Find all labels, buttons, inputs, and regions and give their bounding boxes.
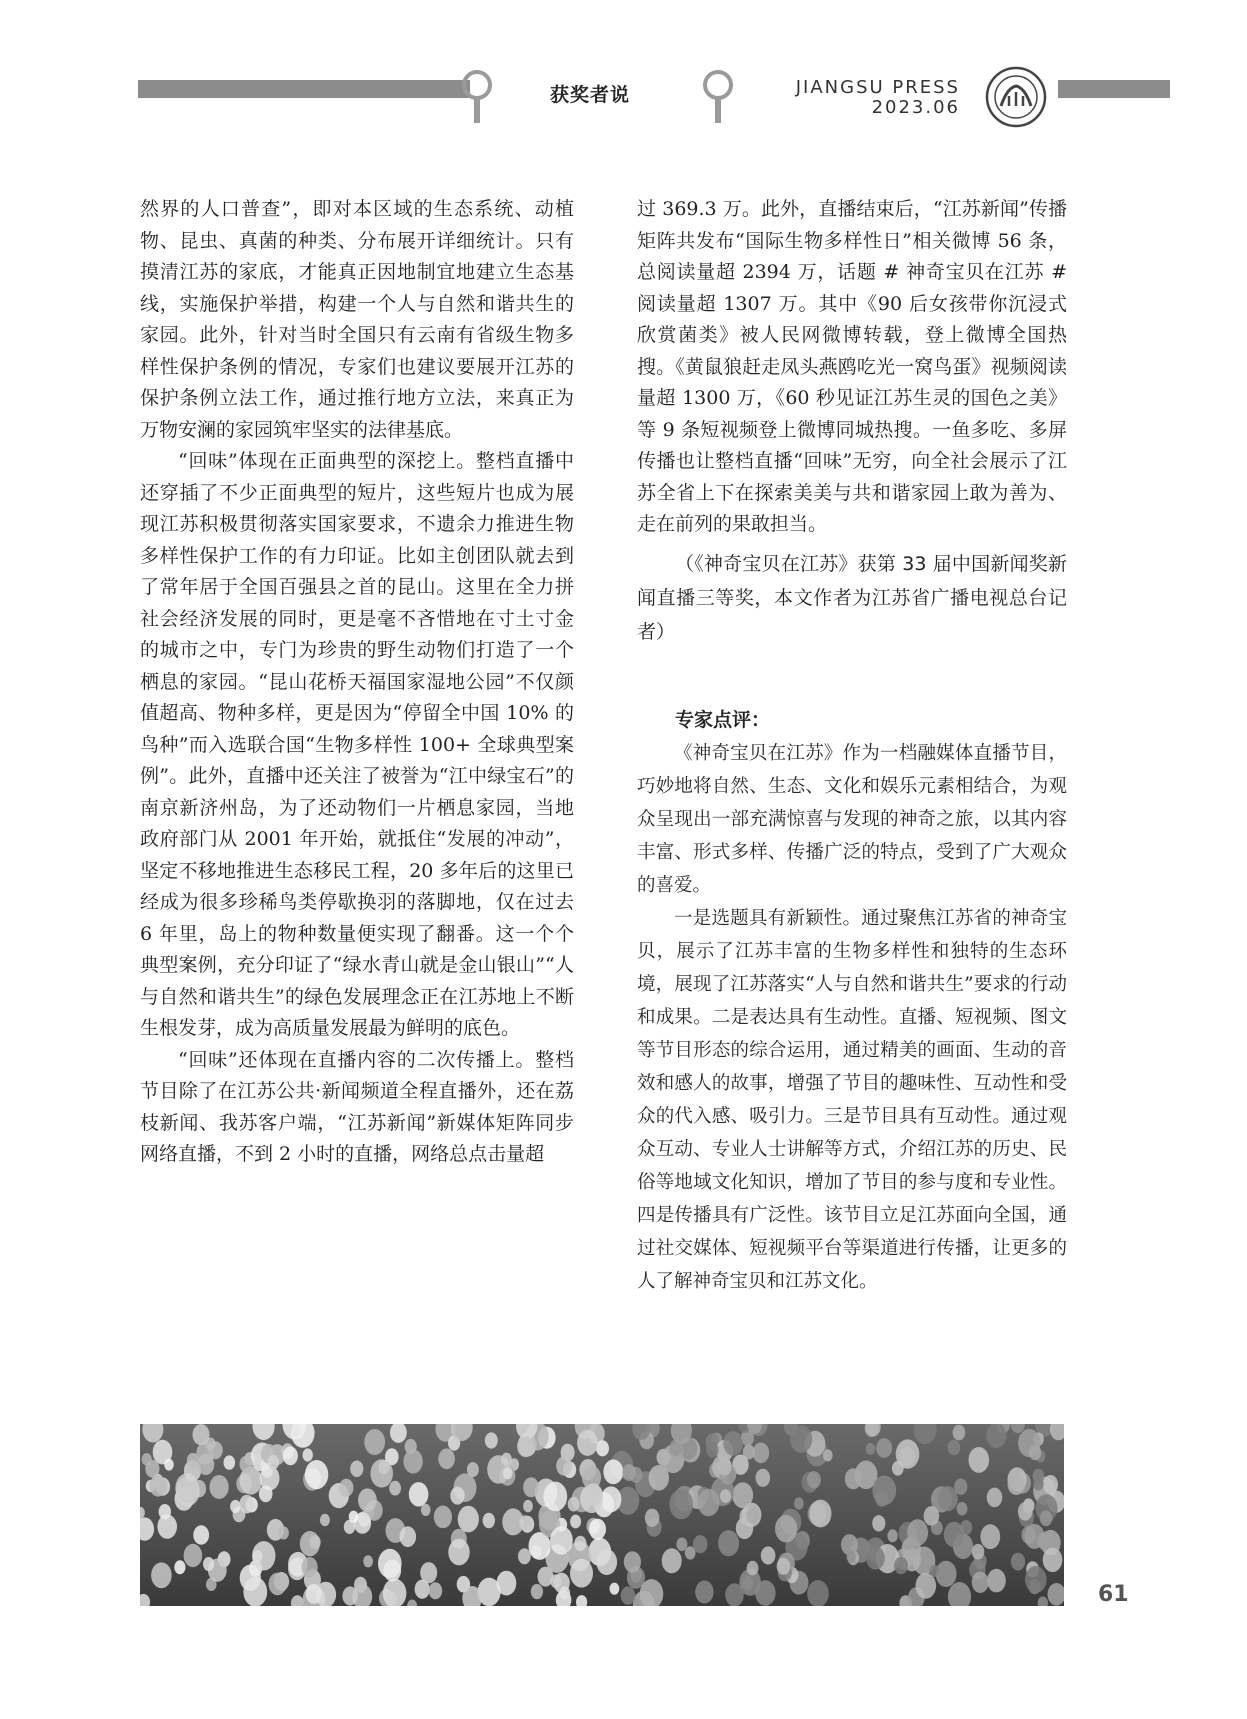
issue-date: 2023.06	[871, 97, 960, 118]
paragraph: 过 369.3 万。此外，直播结束后，“江苏新闻”传播矩阵共发布“国际生物多样性日”相关微博 56 条，总阅读量超 2394 万，话题 # 神奇宝贝在江苏 # 阅读量超 1307 万。其中《90 后女孩带你沉浸式欣赏菌类》被人民网微博转载，登上微博全国热搜。《黄鼠狼赶走凤头燕鸥吃光一窝鸟蛋》视频阅读量超 1300 万，《60 秒见证江苏生灵的国色之美》等 9 条短视频登上微博同城热搜。一鱼多吃、多屏传播也让整档直播“回味”无穷，向全社会展示了江苏全省上下在探索美美与共和谐家园上敢为善为、走在前列的果敢担当。	[637, 198, 1067, 535]
expert-comment-heading: 专家点评：	[675, 708, 771, 731]
paragraph: “回味”体现在正面典型的深挖上。整档直播中还穿插了不少正面典型的短片，这些短片也成为展现江苏积极贯彻落实国家要求，不遗余力推进生物多样性保护工作的有力印证。比如主创团队就去到了常年居于全国百强县之首的昆山。这里在全力拼社会经济发展的同时，更是毫不吝惜地在寸土寸金的城市之中，专门为珍贵的野生动物们打造了一个栖息的家园。“昆山花桥天福国家湿地公园”不仅颜值超高、物种多样，更是因为“停留全中国 10% 的鸟种”而入选联合国“生物多样性 100+ 全球典型案例”。此外，直播中还关注了被誉为“江中绿宝石”的南京新济州岛，为了还动物们一片栖息家园，当地政府部门从 2001 年开始，就抵住“发展的冲动”，坚定不移地推进生态移民工程，20 多年后的这里已经成为很多珍稀鸟类停歇换羽的落脚地，仅在过去 6 年里，岛上的物种数量便实现了翻番。这一个个典型案例，充分印证了“绿水青山就是金山银山”“人与自然和谐共生”的绿色发展理念正在江苏地上不断生根发芽，成为高质量发展最为鲜明的底色。	[140, 450, 574, 1039]
location-pin-icon	[462, 70, 492, 124]
paragraph: 《神奇宝贝在江苏》作为一档融媒体直播节目，巧妙地将自然、生态、文化和娱乐元素相结合，为观众呈现出一部充满惊喜与发现的神奇之旅，以其内容丰富、形式多样、传播广泛的特点，受到了广大观众的喜爱。	[637, 742, 1067, 896]
section-title: 获奖者说	[550, 84, 631, 106]
page-number: 61	[1098, 1582, 1129, 1607]
paragraph: 一是选题具有新颖性。通过聚焦江苏省的神奇宝贝，展示了江苏丰富的生物多样性和独特的生态环境，展现了江苏落实“人与自然和谐共生”要求的行动和成果。二是表达具有生动性。直播、短视频、图文等节目形态的综合运用，通过精美的画面、生动的音效和感人的故事，增强了节目的趣味性、互动性和受众的代入感、吸引力。三是节目具有互动性。通过观众互动、专业人士讲解等方式，介绍江苏的历史、民俗等地域文化知识，增加了节目的参与度和专业性。四是传播具有广泛性。该节目立足江苏面向全国，通过社交媒体、短视频平台等渠道进行传播，让更多的人了解神奇宝贝和江苏文化。	[637, 907, 1067, 1292]
tulip-field-photo	[140, 1424, 1064, 1606]
author-note: （《神奇宝贝在江苏》获第 33 届中国新闻奖新闻直播三等奖，本文作者为江苏省广播电视总台记者）	[637, 552, 1067, 643]
journal-seal-logo	[985, 66, 1047, 128]
header-bar-left	[138, 80, 470, 98]
journal-masthead	[760, 78, 960, 118]
expert-comment	[637, 737, 1067, 1298]
left-column	[140, 194, 574, 1171]
paragraph: 然界的人口普查”，即对本区域的生态系统、动植物、昆虫、真菌的种类、分布展开详细统计。只有摸清江苏的家底，才能真正因地制宜地建立生态基线，实施保护举措，构建一个人与自然和谐共生的家园。此外，针对当时全国只有云南有省级生物多样性保护条例的情况，专家们也建议要展开江苏的保护条例立法工作，通过推行地方立法，来真正为万物安澜的家园筑牢坚实的法律基底。	[140, 198, 574, 441]
header-bar-right	[1058, 80, 1170, 98]
journal-name: JIANGSU PRESS	[795, 77, 960, 98]
right-column	[637, 194, 1067, 1298]
location-pin-icon	[703, 70, 733, 124]
paragraph: “回味”还体现在直播内容的二次传播上。整档节目除了在江苏公共·新闻频道全程直播外，还在荔枝新闻、我苏客户端，“江苏新闻”新媒体矩阵同步网络直播，不到 2 小时的直播，网络总点击量超	[140, 1048, 574, 1165]
